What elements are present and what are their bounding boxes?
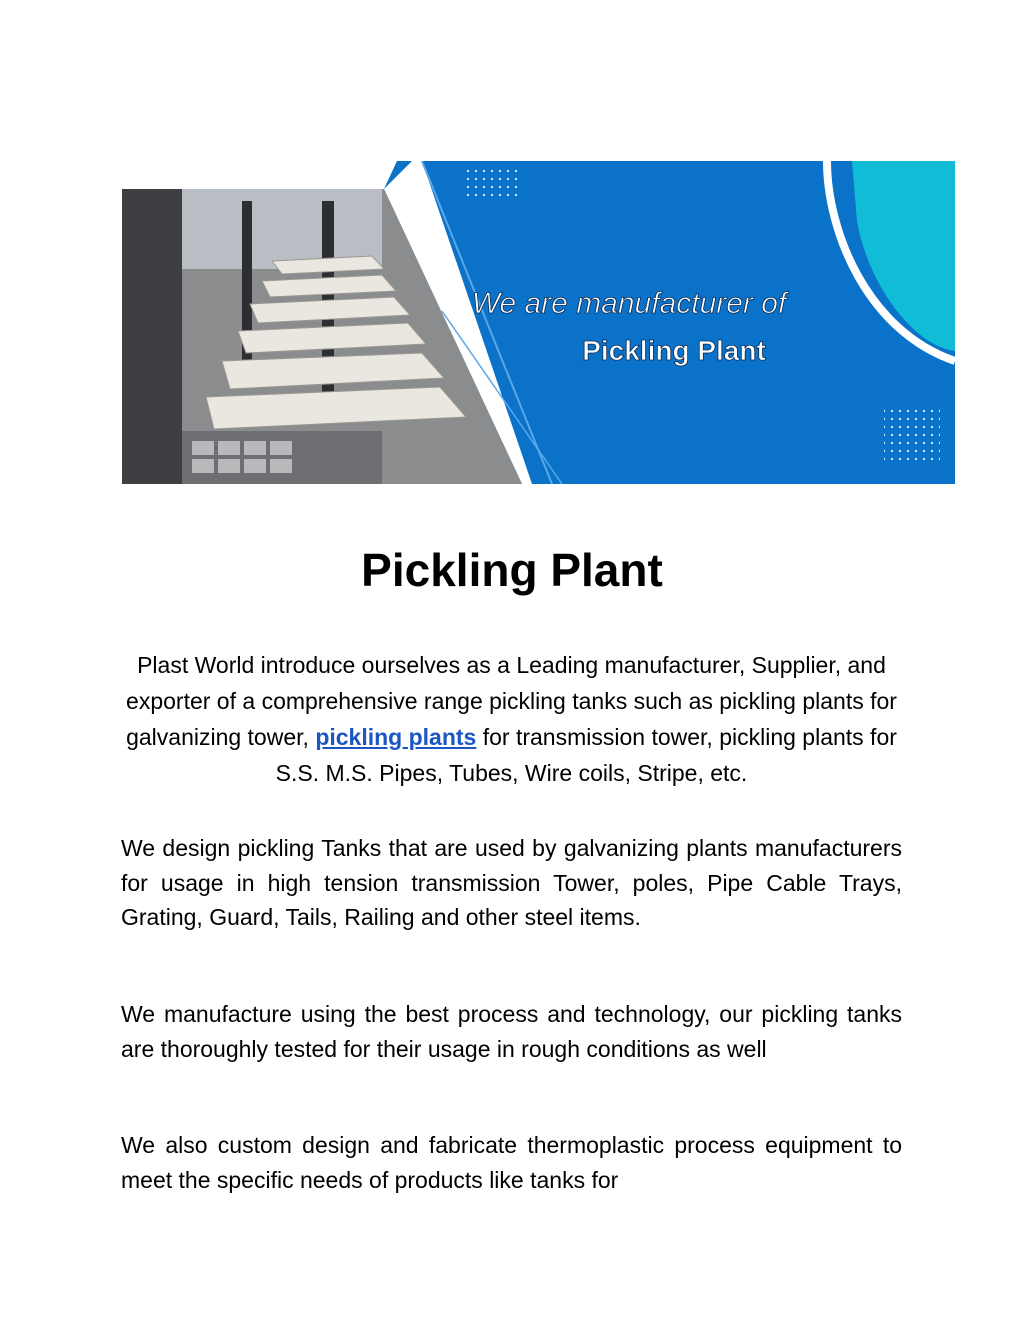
- pickling-plants-link[interactable]: pickling plants: [315, 724, 477, 750]
- banner-image: [122, 161, 955, 484]
- design-paragraph: We design pickling Tanks that are used by galvanizing plants manufacturers for usage in high tension transmission Tower, poles, Pipe Cable Trays, Grating, Guard, Tails, Railing and other steel items.: [121, 835, 902, 930]
- custom-design-paragraph: We also custom design and fabricate thermoplastic process equipment to meet the specific needs of products like tanks for: [121, 1132, 902, 1193]
- intro-text-before: Plast World introduce ourselves as a Leading manufacturer, Supplier, and exporter of a comprehensive range pickling tanks such as pickling plants for galvanizing tower,: [126, 652, 897, 750]
- banner-line2: Pickling Plant: [582, 335, 766, 366]
- dot-grid-top: [462, 165, 520, 199]
- page-title: Pickling Plant: [361, 544, 663, 596]
- manufacture-paragraph: We manufacture using the best process and technology, our pickling tanks are thoroughly tested for their usage in rough conditions as well: [121, 1001, 902, 1062]
- intro-paragraph: [121, 647, 902, 791]
- intro-text-after: for transmission tower, pickling plants for S.S. M.S. Pipes, Tubes, Wire coils, Stripe, etc.: [275, 724, 897, 786]
- dot-grid-bottom: [884, 409, 940, 465]
- banner-line1: We are manufacturer of: [471, 287, 787, 320]
